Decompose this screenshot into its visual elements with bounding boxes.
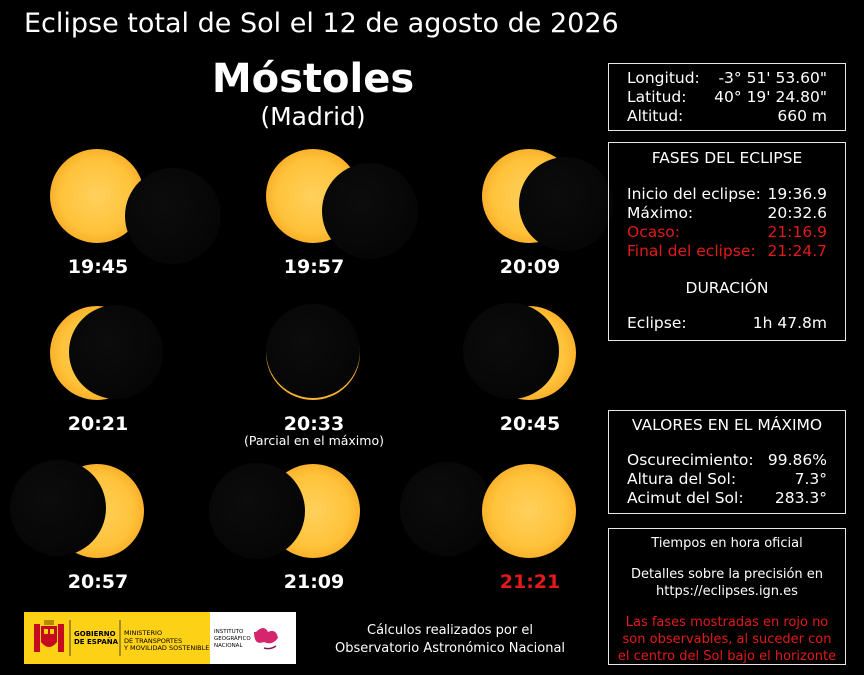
altitude-value: 660 m bbox=[777, 107, 827, 125]
ign-line: GEOGRÁFICO bbox=[214, 636, 251, 642]
page-title: Eclipse total de Sol el 12 de agosto de 2026 bbox=[24, 8, 619, 39]
frame-time: 21:09 bbox=[283, 571, 345, 593]
maximum-heading: VALORES EN EL MÁXIMO bbox=[631, 416, 823, 434]
frame-time: 20:45 bbox=[499, 413, 561, 435]
phases-box bbox=[608, 142, 846, 341]
altitude-row bbox=[627, 107, 827, 126]
phase-label: Final del eclipse: bbox=[627, 242, 756, 260]
time-zone-note: Tiempos en hora oficial bbox=[651, 536, 803, 551]
latitude-value: 40° 19' 24.80" bbox=[714, 88, 827, 106]
frame-time: 20:09 bbox=[499, 256, 561, 278]
ministry-line: Y MOVILIDAD SOSTENIBLE bbox=[124, 644, 210, 652]
phases-heading: FASES DEL ECLIPSE bbox=[651, 149, 803, 167]
ministry-line: MINISTERIO bbox=[124, 629, 163, 637]
maximum-row bbox=[627, 489, 827, 508]
moon-disc bbox=[266, 304, 360, 398]
credit-text bbox=[330, 622, 570, 658]
frame-time: 20:57 bbox=[67, 571, 129, 593]
phase-row bbox=[627, 242, 827, 261]
moon-disc bbox=[519, 157, 613, 251]
moon-disc bbox=[10, 460, 106, 556]
phase-label: Máximo: bbox=[627, 204, 694, 222]
gov-line: GOBIERNO bbox=[74, 630, 116, 638]
location-box bbox=[608, 63, 846, 131]
phase-value: 20:32.6 bbox=[767, 204, 827, 222]
longitude-label: Longitud: bbox=[627, 69, 700, 87]
government-logos bbox=[24, 612, 296, 664]
duration-label: Eclipse: bbox=[627, 314, 687, 332]
sun-disc bbox=[482, 464, 576, 558]
ign-line: INSTITUTO bbox=[214, 629, 244, 635]
moon-disc bbox=[209, 463, 305, 559]
maximum-label: Altura del Sol: bbox=[627, 470, 737, 488]
phase-value: 19:36.9 bbox=[767, 185, 827, 203]
gov-label bbox=[74, 630, 118, 646]
precision-note: Detalles sobre la precisión en bbox=[630, 567, 824, 582]
phase-row bbox=[627, 223, 827, 242]
longitude-row bbox=[627, 69, 827, 88]
frame-time: 19:57 bbox=[283, 256, 345, 278]
phase-label: Ocaso: bbox=[627, 223, 681, 241]
maximum-label: Acimut del Sol: bbox=[627, 489, 744, 507]
partial-note: (Parcial en el máximo) bbox=[244, 433, 384, 448]
duration-value: 1h 47.8m bbox=[752, 314, 827, 332]
warning-line: son observables, al suceder con bbox=[622, 632, 832, 647]
latitude-row bbox=[627, 88, 827, 107]
frame-time: 20:21 bbox=[67, 413, 129, 435]
info-box bbox=[608, 528, 846, 665]
frame-time: 20:33 bbox=[283, 413, 345, 435]
duration-heading: DURACIÓN bbox=[685, 279, 769, 297]
warning-line: el centro del Sol bajo el horizonte bbox=[617, 649, 837, 664]
frame-time: 19:45 bbox=[67, 256, 129, 278]
city-name: Móstoles bbox=[211, 56, 415, 102]
maximum-value: 283.3° bbox=[774, 489, 827, 507]
warning-line: Las fases mostradas en rojo no bbox=[625, 615, 829, 630]
phase-value: 21:16.9 bbox=[767, 223, 827, 241]
precision-link[interactable]: https://eclipses.ign.es bbox=[656, 584, 798, 599]
maximum-value: 7.3° bbox=[794, 470, 827, 488]
maximum-value: 99.86% bbox=[767, 451, 827, 469]
ign-label bbox=[214, 629, 251, 650]
ministry-line: DE TRANSPORTES bbox=[124, 636, 183, 645]
maximum-box bbox=[608, 410, 846, 514]
credit-line: Observatorio Astronómico Nacional bbox=[334, 641, 566, 656]
ign-line: NACIONAL bbox=[214, 643, 243, 649]
latitude-label: Latitud: bbox=[627, 88, 687, 106]
maximum-label: Oscurecimiento: bbox=[627, 451, 754, 469]
gov-line: DE ESPAÑA bbox=[74, 638, 119, 646]
moon-disc bbox=[125, 168, 221, 264]
ministry-label bbox=[124, 630, 209, 653]
duration-row bbox=[627, 314, 827, 333]
credit-line: Cálculos realizados por el bbox=[367, 623, 533, 638]
maximum-row bbox=[627, 470, 827, 489]
phase-row bbox=[627, 204, 827, 223]
altitude-label: Altitud: bbox=[627, 107, 684, 125]
moon-disc bbox=[463, 303, 559, 399]
phase-row bbox=[627, 185, 827, 204]
moon-disc bbox=[69, 305, 163, 399]
longitude-value: -3° 51' 53.60" bbox=[718, 69, 827, 87]
region-name: (Madrid) bbox=[260, 102, 366, 131]
phase-value: 21:24.7 bbox=[767, 242, 827, 260]
maximum-row bbox=[627, 451, 827, 470]
moon-disc bbox=[322, 163, 418, 259]
frame-time: 21:21 bbox=[499, 571, 561, 593]
phase-label: Inicio del eclipse: bbox=[627, 185, 761, 203]
moon-disc bbox=[400, 462, 494, 556]
